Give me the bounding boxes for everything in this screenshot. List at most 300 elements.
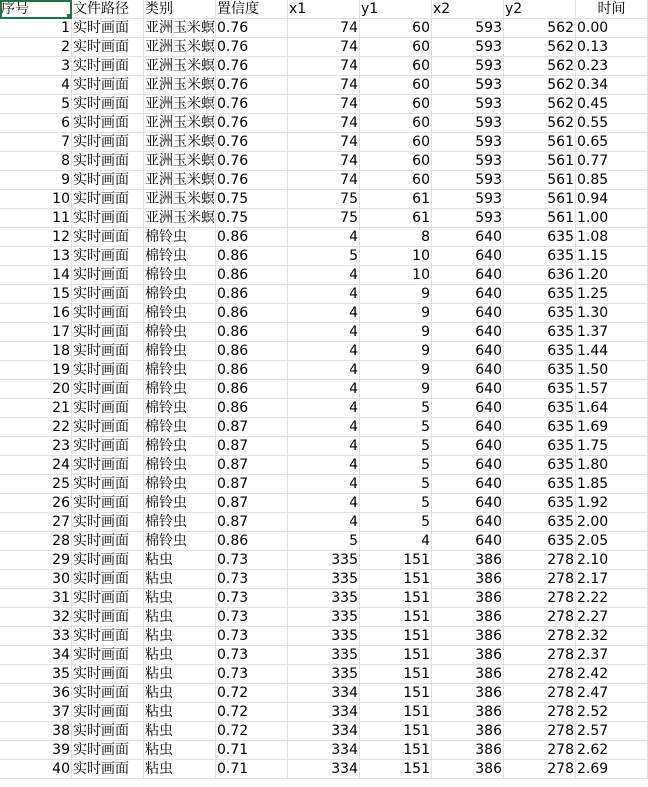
cell-x2[interactable]: 386 (432, 608, 504, 627)
cell-filepath[interactable]: 实时画面 (72, 57, 144, 76)
cell-y2[interactable]: 278 (504, 646, 576, 665)
cell-y2[interactable]: 562 (504, 19, 576, 38)
cell-index[interactable]: 40 (0, 760, 72, 779)
cell-x2[interactable]: 386 (432, 627, 504, 646)
cell-time[interactable]: 2.27 (576, 608, 648, 627)
cell-y2[interactable]: 278 (504, 760, 576, 779)
cell-time[interactable]: 1.44 (576, 342, 648, 361)
cell-y2[interactable]: 278 (504, 570, 576, 589)
cell-confidence[interactable]: 0.87 (216, 418, 288, 437)
cell-y2[interactable]: 278 (504, 665, 576, 684)
cell-x1[interactable]: 4 (288, 266, 360, 285)
cell-index[interactable]: 38 (0, 722, 72, 741)
cell-confidence[interactable]: 0.87 (216, 456, 288, 475)
cell-filepath[interactable]: 实时画面 (72, 304, 144, 323)
cell-category[interactable]: 棉铃虫 (144, 532, 216, 551)
cell-y1[interactable]: 60 (360, 38, 432, 57)
cell-confidence[interactable]: 0.76 (216, 19, 288, 38)
cell-y1[interactable]: 5 (360, 399, 432, 418)
cell-x2[interactable]: 593 (432, 76, 504, 95)
cell-x1[interactable]: 4 (288, 342, 360, 361)
cell-time[interactable]: 2.22 (576, 589, 648, 608)
cell-confidence[interactable]: 0.86 (216, 285, 288, 304)
cell-y2[interactable]: 278 (504, 608, 576, 627)
cell-confidence[interactable]: 0.72 (216, 722, 288, 741)
cell-category[interactable]: 粘虫 (144, 760, 216, 779)
cell-index[interactable]: 21 (0, 399, 72, 418)
cell-x1[interactable]: 74 (288, 114, 360, 133)
cell-y2[interactable]: 561 (504, 152, 576, 171)
header-cell-index[interactable]: 序号 (0, 0, 72, 19)
cell-filepath[interactable]: 实时画面 (72, 133, 144, 152)
header-cell-time[interactable]: 时间 (576, 0, 648, 19)
cell-y2[interactable]: 635 (504, 437, 576, 456)
cell-y2[interactable]: 635 (504, 513, 576, 532)
cell-x1[interactable]: 74 (288, 95, 360, 114)
cell-x1[interactable]: 4 (288, 399, 360, 418)
cell-time[interactable]: 0.65 (576, 133, 648, 152)
header-cell-filepath[interactable]: 文件路径 (72, 0, 144, 19)
cell-confidence[interactable]: 0.76 (216, 114, 288, 133)
cell-confidence[interactable]: 0.73 (216, 551, 288, 570)
cell-time[interactable]: 0.55 (576, 114, 648, 133)
cell-time[interactable]: 0.34 (576, 76, 648, 95)
cell-time[interactable]: 1.75 (576, 437, 648, 456)
cell-x1[interactable]: 74 (288, 19, 360, 38)
cell-time[interactable]: 0.23 (576, 57, 648, 76)
cell-y1[interactable]: 151 (360, 551, 432, 570)
cell-x2[interactable]: 386 (432, 646, 504, 665)
cell-index[interactable]: 24 (0, 456, 72, 475)
cell-x2[interactable]: 386 (432, 551, 504, 570)
header-cell-confidence[interactable]: 置信度 (216, 0, 288, 19)
cell-category[interactable]: 粘虫 (144, 722, 216, 741)
cell-index[interactable]: 3 (0, 57, 72, 76)
cell-filepath[interactable]: 实时画面 (72, 665, 144, 684)
cell-filepath[interactable]: 实时画面 (72, 456, 144, 475)
cell-filepath[interactable]: 实时画面 (72, 190, 144, 209)
cell-y2[interactable]: 635 (504, 323, 576, 342)
cell-category[interactable]: 棉铃虫 (144, 494, 216, 513)
cell-x1[interactable]: 334 (288, 760, 360, 779)
cell-index[interactable]: 33 (0, 627, 72, 646)
cell-category[interactable]: 棉铃虫 (144, 228, 216, 247)
cell-index[interactable]: 37 (0, 703, 72, 722)
cell-time[interactable]: 1.37 (576, 323, 648, 342)
cell-filepath[interactable]: 实时画面 (72, 399, 144, 418)
cell-x2[interactable]: 640 (432, 494, 504, 513)
cell-filepath[interactable]: 实时画面 (72, 247, 144, 266)
cell-category[interactable]: 粘虫 (144, 627, 216, 646)
cell-x2[interactable]: 640 (432, 513, 504, 532)
cell-y1[interactable]: 61 (360, 209, 432, 228)
cell-x2[interactable]: 640 (432, 437, 504, 456)
cell-confidence[interactable]: 0.73 (216, 665, 288, 684)
cell-index[interactable]: 27 (0, 513, 72, 532)
cell-confidence[interactable]: 0.86 (216, 228, 288, 247)
cell-filepath[interactable]: 实时画面 (72, 95, 144, 114)
cell-confidence[interactable]: 0.73 (216, 570, 288, 589)
cell-index[interactable]: 9 (0, 171, 72, 190)
cell-x1[interactable]: 335 (288, 570, 360, 589)
cell-index[interactable]: 12 (0, 228, 72, 247)
cell-confidence[interactable]: 0.86 (216, 323, 288, 342)
cell-category[interactable]: 棉铃虫 (144, 456, 216, 475)
cell-x2[interactable]: 640 (432, 304, 504, 323)
cell-time[interactable]: 1.57 (576, 380, 648, 399)
cell-y2[interactable]: 562 (504, 95, 576, 114)
cell-y1[interactable]: 60 (360, 133, 432, 152)
cell-confidence[interactable]: 0.75 (216, 209, 288, 228)
cell-time[interactable]: 2.32 (576, 627, 648, 646)
cell-confidence[interactable]: 0.76 (216, 38, 288, 57)
cell-x1[interactable]: 75 (288, 209, 360, 228)
cell-x2[interactable]: 640 (432, 418, 504, 437)
cell-y2[interactable]: 278 (504, 741, 576, 760)
cell-x2[interactable]: 386 (432, 722, 504, 741)
cell-index[interactable]: 16 (0, 304, 72, 323)
cell-y2[interactable]: 635 (504, 418, 576, 437)
cell-y1[interactable]: 5 (360, 418, 432, 437)
cell-time[interactable]: 2.52 (576, 703, 648, 722)
cell-y2[interactable]: 635 (504, 285, 576, 304)
cell-x1[interactable]: 335 (288, 627, 360, 646)
cell-y1[interactable]: 60 (360, 152, 432, 171)
header-cell-x1[interactable]: x1 (288, 0, 360, 19)
cell-confidence[interactable]: 0.76 (216, 95, 288, 114)
cell-time[interactable]: 2.05 (576, 532, 648, 551)
cell-index[interactable]: 31 (0, 589, 72, 608)
cell-y1[interactable]: 5 (360, 437, 432, 456)
cell-category[interactable]: 棉铃虫 (144, 380, 216, 399)
cell-confidence[interactable]: 0.86 (216, 304, 288, 323)
cell-x2[interactable]: 640 (432, 266, 504, 285)
cell-x2[interactable]: 593 (432, 114, 504, 133)
cell-y1[interactable]: 151 (360, 589, 432, 608)
cell-category[interactable]: 亚洲玉米螟 (145, 134, 215, 150)
cell-y1[interactable]: 151 (360, 760, 432, 779)
cell-y2[interactable]: 561 (504, 133, 576, 152)
cell-category[interactable]: 粘虫 (144, 646, 216, 665)
cell-confidence[interactable]: 0.73 (216, 589, 288, 608)
cell-confidence[interactable]: 0.76 (216, 133, 288, 152)
cell-index[interactable]: 20 (0, 380, 72, 399)
cell-confidence[interactable]: 0.75 (216, 190, 288, 209)
cell-y1[interactable]: 9 (360, 323, 432, 342)
cell-y1[interactable]: 10 (360, 247, 432, 266)
cell-x1[interactable]: 4 (288, 380, 360, 399)
cell-filepath[interactable]: 实时画面 (72, 228, 144, 247)
cell-time[interactable]: 1.50 (576, 361, 648, 380)
cell-x1[interactable]: 74 (288, 171, 360, 190)
cell-y2[interactable]: 635 (504, 247, 576, 266)
cell-y2[interactable]: 635 (504, 380, 576, 399)
cell-x1[interactable]: 335 (288, 665, 360, 684)
cell-y1[interactable]: 151 (360, 570, 432, 589)
cell-x2[interactable]: 386 (432, 665, 504, 684)
cell-x2[interactable]: 386 (432, 684, 504, 703)
cell-y1[interactable]: 151 (360, 665, 432, 684)
cell-y1[interactable]: 5 (360, 513, 432, 532)
cell-confidence[interactable]: 0.76 (216, 76, 288, 95)
cell-x1[interactable]: 4 (288, 475, 360, 494)
cell-y2[interactable]: 562 (504, 76, 576, 95)
cell-category[interactable]: 亚洲玉米螟 (145, 172, 215, 188)
cell-y1[interactable]: 151 (360, 608, 432, 627)
cell-category[interactable]: 棉铃虫 (144, 247, 216, 266)
cell-confidence[interactable]: 0.87 (216, 437, 288, 456)
cell-index[interactable]: 25 (0, 475, 72, 494)
cell-y1[interactable]: 60 (360, 76, 432, 95)
cell-filepath[interactable]: 实时画面 (72, 209, 144, 228)
cell-category[interactable]: 棉铃虫 (144, 304, 216, 323)
cell-time[interactable]: 2.37 (576, 646, 648, 665)
cell-index[interactable]: 15 (0, 285, 72, 304)
cell-category[interactable]: 亚洲玉米螟 (145, 115, 215, 131)
cell-x2[interactable]: 593 (432, 209, 504, 228)
cell-index[interactable]: 7 (0, 133, 72, 152)
cell-time[interactable]: 1.64 (576, 399, 648, 418)
cell-y1[interactable]: 10 (360, 266, 432, 285)
cell-y2[interactable]: 562 (504, 114, 576, 133)
cell-x2[interactable]: 640 (432, 456, 504, 475)
cell-index[interactable]: 22 (0, 418, 72, 437)
cell-y1[interactable]: 61 (360, 190, 432, 209)
cell-y1[interactable]: 60 (360, 57, 432, 76)
cell-x1[interactable]: 74 (288, 76, 360, 95)
cell-filepath[interactable]: 实时画面 (72, 608, 144, 627)
cell-index[interactable]: 18 (0, 342, 72, 361)
cell-category[interactable]: 亚洲玉米螟 (145, 20, 215, 36)
cell-index[interactable]: 5 (0, 95, 72, 114)
cell-y1[interactable]: 9 (360, 304, 432, 323)
cell-category[interactable]: 粘虫 (144, 608, 216, 627)
cell-filepath[interactable]: 实时画面 (72, 437, 144, 456)
cell-x2[interactable]: 593 (432, 133, 504, 152)
cell-category[interactable]: 棉铃虫 (144, 418, 216, 437)
cell-category[interactable]: 棉铃虫 (144, 361, 216, 380)
cell-y1[interactable]: 60 (360, 19, 432, 38)
cell-index[interactable]: 23 (0, 437, 72, 456)
cell-x2[interactable]: 640 (432, 323, 504, 342)
cell-x2[interactable]: 640 (432, 532, 504, 551)
cell-confidence[interactable]: 0.71 (216, 741, 288, 760)
cell-category[interactable]: 棉铃虫 (144, 266, 216, 285)
cell-y1[interactable]: 151 (360, 722, 432, 741)
cell-time[interactable]: 2.10 (576, 551, 648, 570)
cell-y1[interactable]: 60 (360, 95, 432, 114)
cell-y1[interactable]: 4 (360, 532, 432, 551)
cell-x2[interactable]: 640 (432, 475, 504, 494)
cell-y2[interactable]: 278 (504, 627, 576, 646)
cell-time[interactable]: 0.85 (576, 171, 648, 190)
cell-x2[interactable]: 593 (432, 38, 504, 57)
cell-y2[interactable]: 635 (504, 475, 576, 494)
cell-y2[interactable]: 561 (504, 209, 576, 228)
cell-x2[interactable]: 386 (432, 760, 504, 779)
cell-index[interactable]: 30 (0, 570, 72, 589)
cell-x1[interactable]: 4 (288, 456, 360, 475)
cell-x1[interactable]: 4 (288, 304, 360, 323)
cell-filepath[interactable]: 实时画面 (72, 741, 144, 760)
cell-filepath[interactable]: 实时画面 (72, 342, 144, 361)
cell-category[interactable]: 粘虫 (144, 589, 216, 608)
cell-time[interactable]: 1.85 (576, 475, 648, 494)
cell-filepath[interactable]: 实时画面 (72, 532, 144, 551)
cell-y2[interactable]: 278 (504, 684, 576, 703)
cell-filepath[interactable]: 实时画面 (72, 323, 144, 342)
cell-index[interactable]: 6 (0, 114, 72, 133)
cell-confidence[interactable]: 0.72 (216, 684, 288, 703)
cell-time[interactable]: 2.42 (576, 665, 648, 684)
cell-y2[interactable]: 562 (504, 38, 576, 57)
cell-confidence[interactable]: 0.71 (216, 760, 288, 779)
cell-filepath[interactable]: 实时画面 (72, 589, 144, 608)
cell-filepath[interactable]: 实时画面 (72, 266, 144, 285)
cell-x2[interactable]: 640 (432, 342, 504, 361)
cell-x1[interactable]: 4 (288, 418, 360, 437)
cell-index[interactable]: 19 (0, 361, 72, 380)
cell-time[interactable]: 0.45 (576, 95, 648, 114)
header-cell-y2[interactable]: y2 (504, 0, 576, 19)
cell-category[interactable]: 粘虫 (144, 741, 216, 760)
cell-category[interactable]: 棉铃虫 (144, 342, 216, 361)
cell-x1[interactable]: 74 (288, 152, 360, 171)
cell-filepath[interactable]: 实时画面 (72, 285, 144, 304)
cell-time[interactable]: 1.92 (576, 494, 648, 513)
cell-index[interactable]: 28 (0, 532, 72, 551)
cell-confidence[interactable]: 0.72 (216, 703, 288, 722)
cell-x1[interactable]: 75 (288, 190, 360, 209)
cell-category[interactable]: 粘虫 (144, 551, 216, 570)
cell-time[interactable]: 1.15 (576, 247, 648, 266)
cell-time[interactable]: 2.47 (576, 684, 648, 703)
cell-time[interactable]: 0.13 (576, 38, 648, 57)
cell-x2[interactable]: 593 (432, 19, 504, 38)
cell-x1[interactable]: 4 (288, 437, 360, 456)
cell-confidence[interactable]: 0.86 (216, 380, 288, 399)
cell-confidence[interactable]: 0.86 (216, 399, 288, 418)
cell-category[interactable]: 棉铃虫 (144, 323, 216, 342)
cell-x1[interactable]: 334 (288, 722, 360, 741)
cell-index[interactable]: 32 (0, 608, 72, 627)
cell-x2[interactable]: 640 (432, 228, 504, 247)
cell-time[interactable]: 0.00 (576, 19, 648, 38)
cell-filepath[interactable]: 实时画面 (72, 418, 144, 437)
cell-index[interactable]: 26 (0, 494, 72, 513)
cell-confidence[interactable]: 0.76 (216, 57, 288, 76)
cell-filepath[interactable]: 实时画面 (72, 627, 144, 646)
cell-time[interactable]: 2.00 (576, 513, 648, 532)
cell-index[interactable]: 14 (0, 266, 72, 285)
cell-y1[interactable]: 9 (360, 285, 432, 304)
cell-y2[interactable]: 562 (504, 57, 576, 76)
cell-confidence[interactable]: 0.73 (216, 627, 288, 646)
cell-confidence[interactable]: 0.87 (216, 475, 288, 494)
cell-confidence[interactable]: 0.73 (216, 646, 288, 665)
cell-y1[interactable]: 151 (360, 684, 432, 703)
cell-index[interactable]: 10 (0, 190, 72, 209)
header-cell-y1[interactable]: y1 (360, 0, 432, 19)
cell-y1[interactable]: 9 (360, 361, 432, 380)
cell-confidence[interactable]: 0.76 (216, 152, 288, 171)
cell-confidence[interactable]: 0.76 (216, 171, 288, 190)
cell-category[interactable]: 亚洲玉米螟 (145, 58, 215, 74)
cell-category[interactable]: 棉铃虫 (144, 513, 216, 532)
cell-category[interactable]: 亚洲玉米螟 (145, 210, 215, 226)
cell-filepath[interactable]: 实时画面 (72, 114, 144, 133)
cell-x2[interactable]: 593 (432, 171, 504, 190)
cell-confidence[interactable]: 0.86 (216, 532, 288, 551)
cell-x2[interactable]: 386 (432, 589, 504, 608)
cell-x2[interactable]: 640 (432, 399, 504, 418)
header-cell-category[interactable]: 类别 (144, 0, 216, 19)
cell-x1[interactable]: 74 (288, 57, 360, 76)
cell-index[interactable]: 2 (0, 38, 72, 57)
cell-confidence[interactable]: 0.86 (216, 266, 288, 285)
cell-index[interactable]: 29 (0, 551, 72, 570)
cell-filepath[interactable]: 实时画面 (72, 171, 144, 190)
cell-time[interactable]: 1.69 (576, 418, 648, 437)
cell-y1[interactable]: 151 (360, 703, 432, 722)
cell-time[interactable]: 1.20 (576, 266, 648, 285)
cell-time[interactable]: 1.25 (576, 285, 648, 304)
cell-filepath[interactable]: 实时画面 (72, 760, 144, 779)
cell-y1[interactable]: 9 (360, 380, 432, 399)
cell-filepath[interactable]: 实时画面 (72, 19, 144, 38)
cell-index[interactable]: 11 (0, 209, 72, 228)
cell-filepath[interactable]: 实时画面 (72, 494, 144, 513)
cell-confidence[interactable]: 0.87 (216, 513, 288, 532)
cell-time[interactable]: 2.17 (576, 570, 648, 589)
cell-y2[interactable]: 635 (504, 532, 576, 551)
cell-confidence[interactable]: 0.86 (216, 342, 288, 361)
cell-x1[interactable]: 334 (288, 703, 360, 722)
cell-x1[interactable]: 74 (288, 38, 360, 57)
cell-x1[interactable]: 335 (288, 646, 360, 665)
cell-y2[interactable]: 635 (504, 456, 576, 475)
cell-x2[interactable]: 593 (432, 190, 504, 209)
cell-category[interactable]: 棉铃虫 (144, 437, 216, 456)
cell-x2[interactable]: 386 (432, 703, 504, 722)
cell-index[interactable]: 1 (0, 19, 72, 38)
cell-filepath[interactable]: 实时画面 (72, 684, 144, 703)
header-cell-x2[interactable]: x2 (432, 0, 504, 19)
cell-index[interactable]: 4 (0, 76, 72, 95)
cell-y1[interactable]: 9 (360, 342, 432, 361)
cell-x1[interactable]: 4 (288, 513, 360, 532)
cell-confidence[interactable]: 0.86 (216, 361, 288, 380)
cell-x1[interactable]: 74 (288, 133, 360, 152)
cell-filepath[interactable]: 实时画面 (72, 551, 144, 570)
cell-x2[interactable]: 593 (432, 95, 504, 114)
cell-filepath[interactable]: 实时画面 (72, 76, 144, 95)
cell-y1[interactable]: 5 (360, 494, 432, 513)
cell-y2[interactable]: 635 (504, 399, 576, 418)
cell-time[interactable]: 0.77 (576, 152, 648, 171)
cell-x1[interactable]: 4 (288, 323, 360, 342)
cell-category[interactable]: 棉铃虫 (144, 285, 216, 304)
cell-category[interactable]: 粘虫 (144, 684, 216, 703)
cell-x1[interactable]: 334 (288, 684, 360, 703)
cell-x2[interactable]: 386 (432, 741, 504, 760)
cell-y1[interactable]: 151 (360, 627, 432, 646)
cell-time[interactable]: 0.94 (576, 190, 648, 209)
cell-category[interactable]: 粘虫 (144, 703, 216, 722)
cell-confidence[interactable]: 0.73 (216, 608, 288, 627)
cell-index[interactable]: 39 (0, 741, 72, 760)
cell-y1[interactable]: 5 (360, 475, 432, 494)
